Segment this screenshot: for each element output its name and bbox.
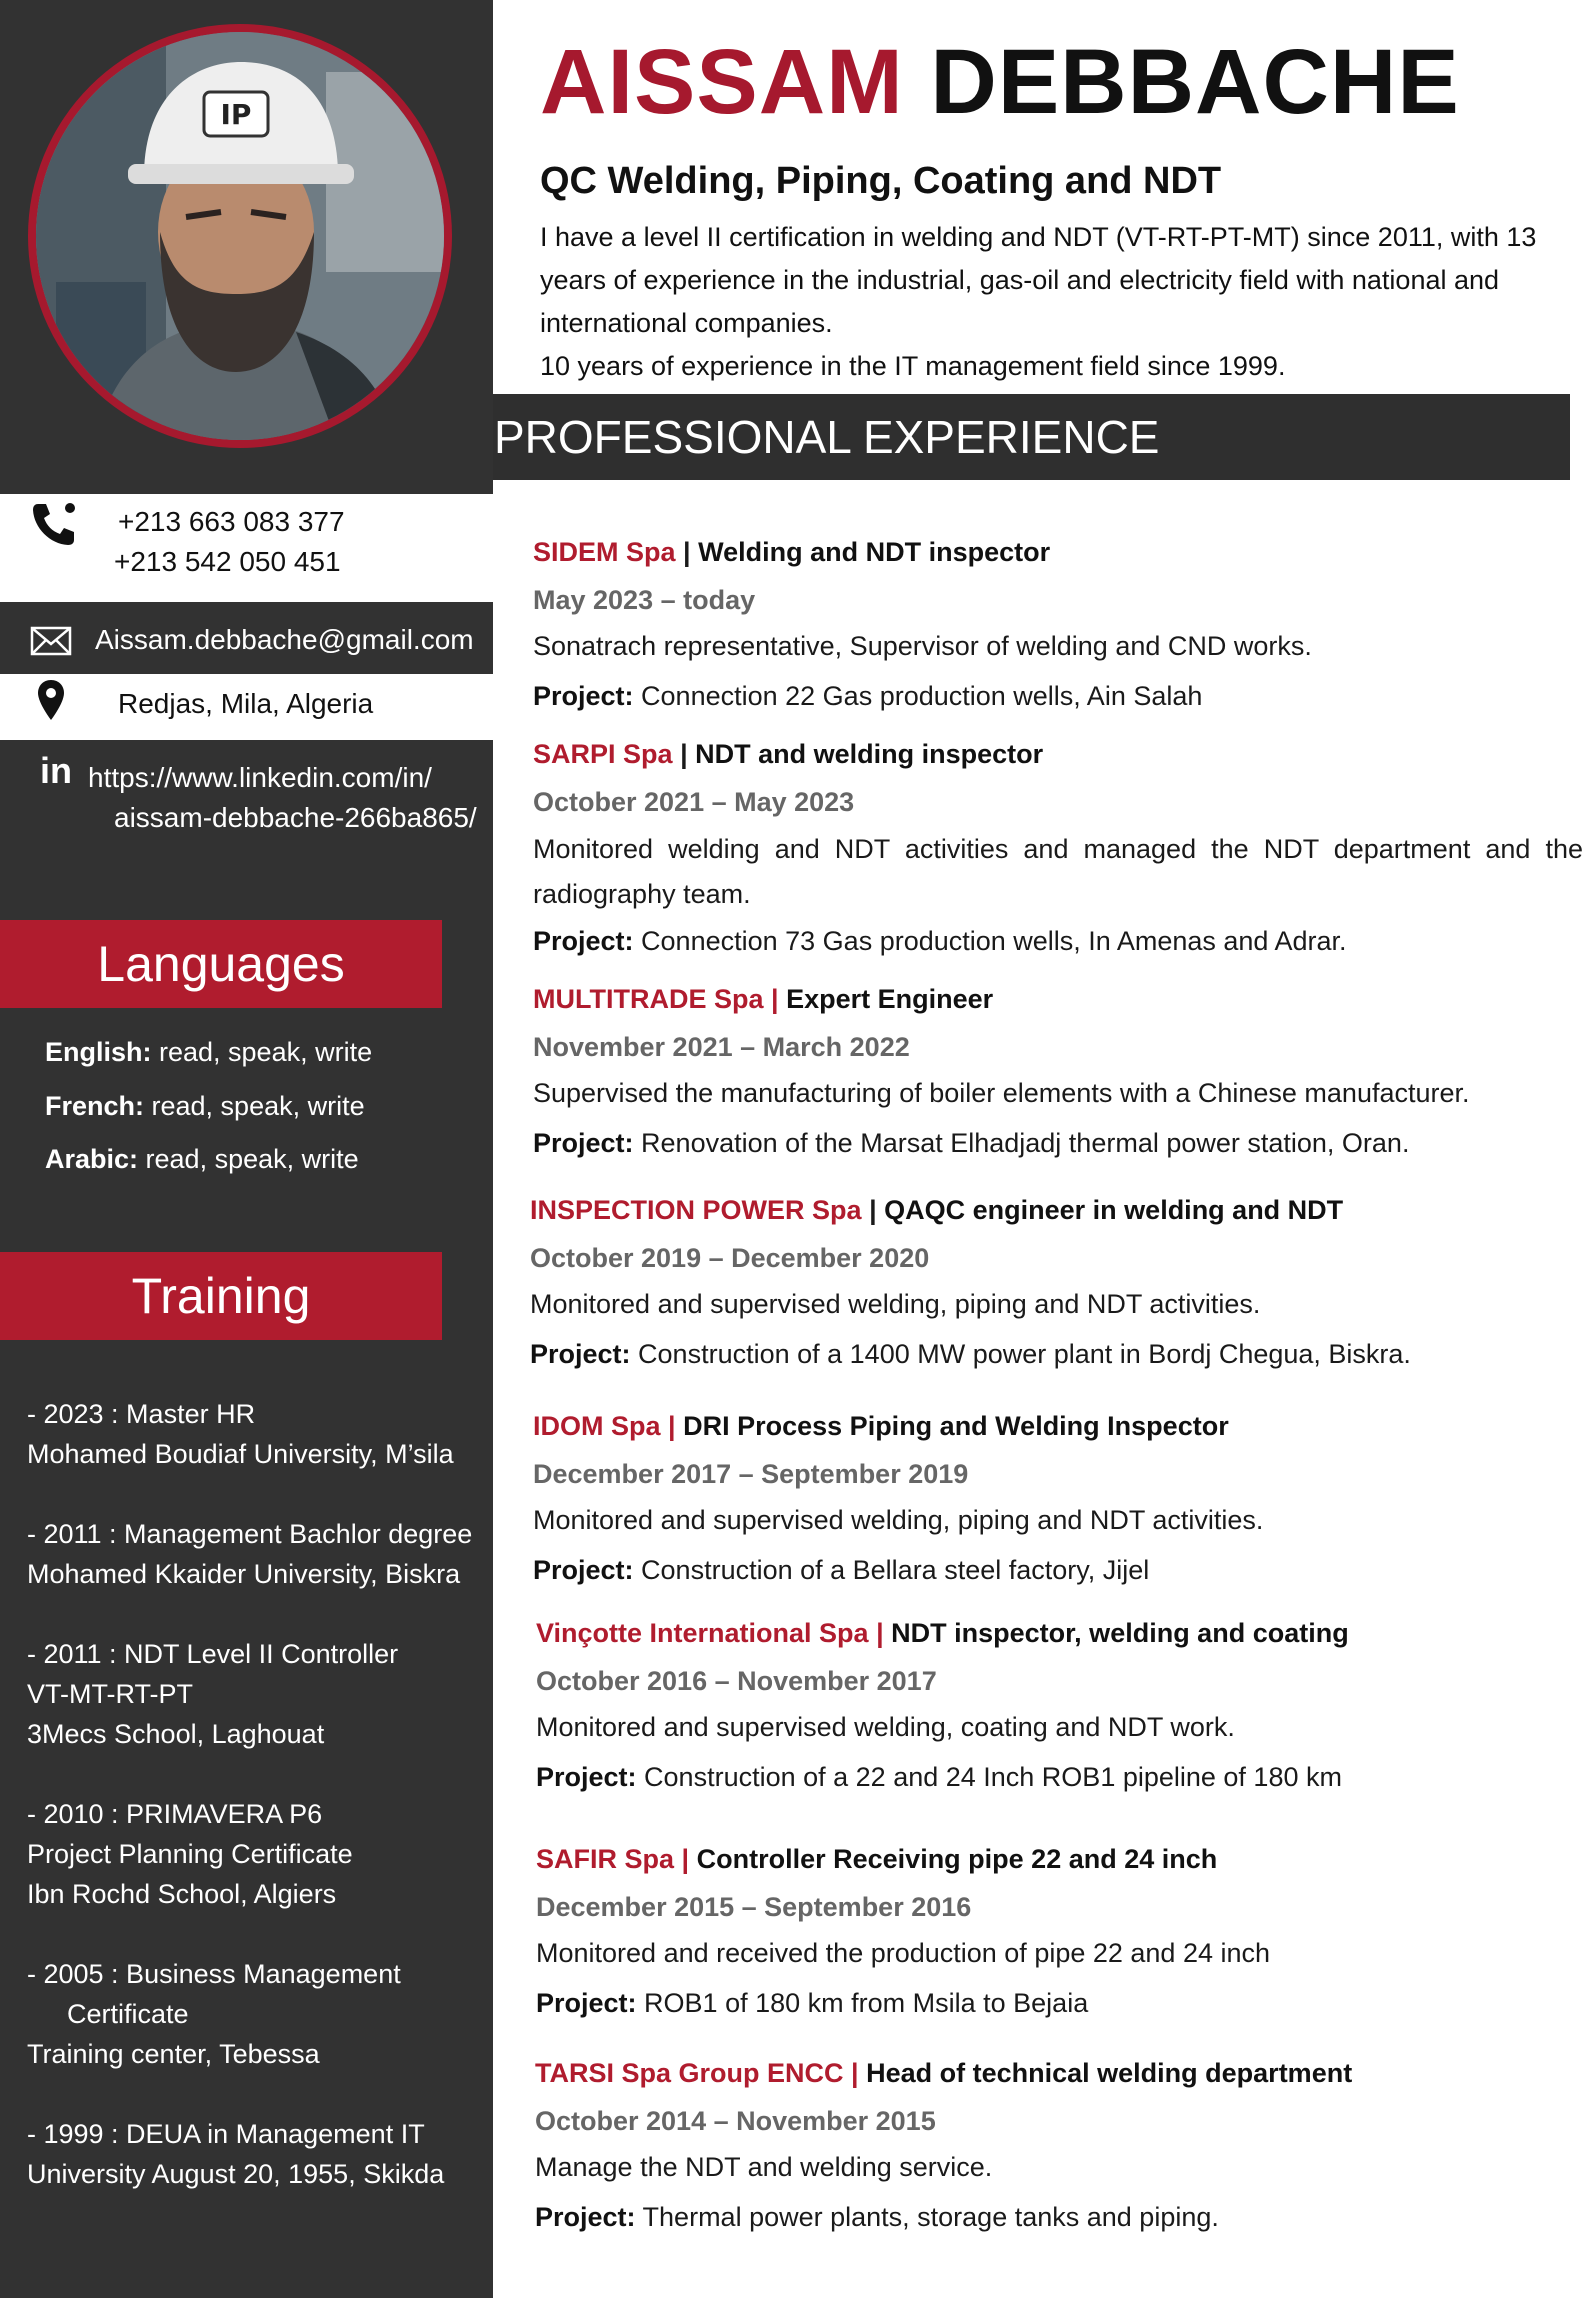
training-heading: Training: [0, 1252, 442, 1340]
project-text: Construction of a 22 and 24 Inch ROB1 pipeline of 180 km: [644, 1762, 1342, 1792]
job-entry: [533, 528, 1583, 720]
job-description: Sonatrach representative, Supervisor of welding and CND works.: [533, 631, 1312, 661]
job-dates: November 2021 – March 2022: [533, 1032, 910, 1062]
job-role: NDT and welding inspector: [695, 739, 1044, 769]
email-icon: [30, 626, 72, 656]
summary-line: years of experience in the industrial, gas-oil and electricity field with national and: [540, 265, 1500, 295]
job-project: [533, 917, 1583, 965]
job-dates: October 2021 – May 2023: [533, 787, 855, 817]
separator: |: [851, 2058, 859, 2088]
full-name: [540, 30, 1460, 135]
profile-photo: [36, 32, 444, 440]
job-project: [535, 2193, 1584, 2241]
language-name: English:: [45, 1037, 152, 1067]
project-label: Project:: [533, 926, 634, 956]
experience-heading-bar: [493, 394, 1570, 480]
training-line: - 2011 : Management Bachlor degree: [27, 1519, 473, 1549]
training-line: Certificate: [67, 1999, 189, 2029]
job-dates: December 2015 – September 2016: [536, 1892, 972, 1922]
job-project: [533, 1119, 1583, 1167]
job-description: Monitored and supervised welding, coating and NDT work.: [536, 1712, 1235, 1742]
project-label: Project:: [533, 1128, 634, 1158]
job-project: [536, 1753, 1584, 1801]
company-name: SIDEM Spa: [533, 537, 676, 567]
job-entry: [530, 1186, 1580, 1378]
job-dates: October 2016 – November 2017: [536, 1666, 937, 1696]
job-role: Expert Engineer: [786, 984, 994, 1014]
job-description: Monitored and supervised welding, piping and NDT activities.: [533, 1505, 1264, 1535]
training-list: [27, 1394, 487, 2194]
project-text: Connection 22 Gas production wells, Ain Salah: [641, 681, 1203, 711]
separator: |: [668, 1411, 676, 1441]
profile-summary: [540, 216, 1570, 388]
training-line: 3Mecs School, Laghouat: [27, 1719, 325, 1749]
job-description: Manage the NDT and welding service.: [535, 2152, 993, 2182]
job-entry: [533, 730, 1583, 965]
project-label: Project:: [535, 2202, 636, 2232]
job-project: [533, 672, 1583, 720]
linkedin-url-line2[interactable]: aissam-debbache-266ba865/: [114, 802, 477, 833]
location-pin-icon: [36, 678, 66, 722]
language-name: French:: [45, 1091, 145, 1121]
training-line: Mohamed Kkaider University, Biskra: [27, 1559, 461, 1589]
separator: |: [771, 984, 779, 1014]
training-line: - 1999 : DEUA in Management IT: [27, 2119, 425, 2149]
company-name: TARSI Spa Group ENCC: [535, 2058, 844, 2088]
first-name: AISSAM: [540, 31, 904, 133]
job-description: Monitored and received the production of pipe 22 and 24 inch: [536, 1938, 1271, 1968]
language-level: read, speak, write: [144, 1091, 365, 1121]
job-description: Monitored welding and NDT activities and managed the NDT department and the radiography team.: [533, 834, 1583, 909]
company-name: SARPI Spa: [533, 739, 673, 769]
training-line: Mohamed Boudiaf University, M’sila: [27, 1439, 454, 1469]
job-dates: May 2023 – today: [533, 585, 756, 615]
job-entry: [533, 1402, 1583, 1594]
job-dates: December 2017 – September 2019: [533, 1459, 969, 1489]
email-link[interactable]: Aissam.debbache@gmail.com: [95, 624, 474, 655]
company-name: Vinçotte International Spa: [536, 1618, 869, 1648]
language-level: read, speak, write: [151, 1037, 373, 1067]
language-item-english: [45, 1037, 372, 1068]
language-name: Arabic:: [45, 1144, 139, 1174]
project-label: Project:: [533, 681, 634, 711]
language-item-french: [45, 1091, 365, 1122]
project-label: Project:: [530, 1339, 631, 1369]
project-text: ROB1 of 180 km from Msila to Bejaia: [644, 1988, 1089, 2018]
training-line: - 2010 : PRIMAVERA P6: [27, 1799, 323, 1829]
job-description: Supervised the manufacturing of boiler elements with a Chinese manufacturer.: [533, 1078, 1470, 1108]
separator: |: [680, 739, 688, 769]
job-role: Controller Receiving pipe 22 and 24 inch: [696, 1844, 1218, 1874]
job-entry: [535, 2049, 1584, 2241]
project-text: Connection 73 Gas production wells, In Amenas and Adrar.: [641, 926, 1347, 956]
training-line: - 2011 : NDT Level II Controller: [27, 1639, 399, 1669]
company-name: INSPECTION POWER Spa: [530, 1195, 862, 1225]
job-project: [536, 1979, 1584, 2027]
job-role: Head of technical welding department: [866, 2058, 1353, 2088]
summary-line: I have a level II certification in welding and NDT (VT-RT-PT-MT) since 2011, with 13: [540, 222, 1537, 252]
phone-number-2[interactable]: +213 542 050 451: [114, 546, 341, 577]
project-label: Project:: [536, 1988, 637, 2018]
training-line: University August 20, 1955, Skikda: [27, 2159, 445, 2189]
job-role: Welding and NDT inspector: [698, 537, 1051, 567]
phone-icon: [30, 500, 80, 548]
portrait-illustration: [36, 32, 444, 440]
profile-photo-frame: [28, 24, 452, 448]
training-line: Training center, Tebessa: [27, 2039, 320, 2069]
job-project: [530, 1330, 1580, 1378]
separator: |: [869, 1195, 877, 1225]
project-label: Project:: [536, 1762, 637, 1792]
separator: |: [876, 1618, 884, 1648]
company-name: SAFIR Spa: [536, 1844, 675, 1874]
company-name: MULTITRADE Spa: [533, 984, 764, 1014]
training-line: Project Planning Certificate: [27, 1839, 353, 1869]
languages-heading: Languages: [0, 920, 442, 1008]
summary-line: 10 years of experience in the IT management field since 1999.: [540, 351, 1286, 381]
job-dates: October 2014 – November 2015: [535, 2106, 936, 2136]
location-text: Redjas, Mila, Algeria: [118, 688, 374, 719]
job-entry: [536, 1609, 1584, 1801]
helmet-logo: IP: [220, 98, 252, 131]
job-role: QAQC engineer in welding and NDT: [884, 1195, 1344, 1225]
project-text: Thermal power plants, storage tanks and piping.: [642, 2202, 1219, 2232]
language-level: read, speak, write: [138, 1144, 359, 1174]
job-title: QC Welding, Piping, Coating and NDT: [540, 160, 1222, 202]
linkedin-icon: in: [40, 750, 72, 791]
job-entry: [533, 975, 1583, 1167]
linkedin-url-line1[interactable]: https://www.linkedin.com/in/: [88, 762, 432, 793]
training-line: - 2023 : Master HR: [27, 1399, 256, 1429]
job-role: NDT inspector, welding and coating: [891, 1618, 1349, 1648]
job-description: Monitored and supervised welding, piping and NDT activities.: [530, 1289, 1261, 1319]
project-text: Construction of a Bellara steel factory, Jijel: [641, 1555, 1150, 1585]
company-name: IDOM Spa: [533, 1411, 661, 1441]
job-role: DRI Process Piping and Welding Inspector: [683, 1411, 1229, 1441]
summary-line: international companies.: [540, 308, 833, 338]
job-dates: October 2019 – December 2020: [530, 1243, 930, 1273]
training-line: Ibn Rochd School, Algiers: [27, 1879, 337, 1909]
training-line: - 2005 : Business Management: [27, 1959, 401, 1989]
job-project: [533, 1546, 1583, 1594]
training-line: VT-MT-RT-PT: [27, 1679, 193, 1709]
phone-number-1[interactable]: +213 663 083 377: [118, 506, 345, 537]
separator: |: [683, 537, 691, 567]
project-text: Construction of a 1400 MW power plant in Bordj Chegua, Biskra.: [638, 1339, 1411, 1369]
separator: |: [681, 1844, 690, 1874]
job-entry: [536, 1835, 1584, 2027]
project-label: Project:: [533, 1555, 634, 1585]
language-item-arabic: [45, 1144, 359, 1175]
project-text: Renovation of the Marsat Elhadjadj thermal power station, Oran.: [641, 1128, 1410, 1158]
experience-heading: PROFESSIONAL EXPERIENCE: [494, 411, 1160, 463]
last-name: DEBBACHE: [930, 31, 1460, 133]
